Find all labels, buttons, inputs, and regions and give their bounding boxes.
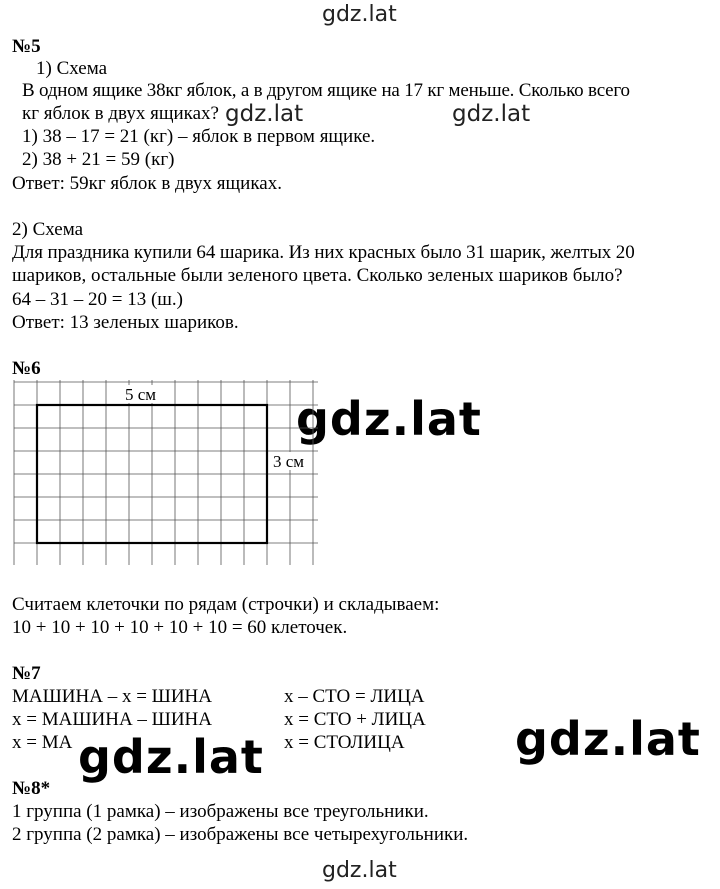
task5-part2-answer: Ответ: 13 зеленых шариков.: [12, 312, 239, 333]
task8-line2: 2 группа (2 рамка) – изображены все четырехугольники.: [12, 824, 469, 845]
task5-part2-calc: 64 – 31 – 20 = 13 (ш.): [12, 289, 183, 310]
task5-part2-label: 2) Схема: [12, 219, 84, 240]
task7-heading: №7: [12, 663, 41, 684]
width-label: 5 см: [125, 385, 157, 404]
task6-heading: №6: [12, 358, 41, 379]
task7-left-line3: х = МА: [12, 732, 73, 753]
height-label: 3 см: [273, 452, 305, 471]
task6-text-line1: Считаем клеточки по рядам (строчки) и складываем:: [12, 594, 440, 615]
task5-part1-step2: 2) 38 + 21 = 59 (кг): [22, 149, 175, 170]
watermark-large-1: gdz.lat: [296, 392, 482, 446]
task8-heading: №8*: [12, 778, 51, 799]
task5-part1-step1: 1) 38 – 17 = 21 (кг) – яблок в первом ящике.: [22, 126, 376, 147]
task5-part1-problem-line1: В одном ящике 38кг яблок, а в другом ящике на 17 кг меньше. Сколько всего: [22, 80, 630, 101]
task8-line1: 1 группа (1 рамка) – изображены все треугольники.: [12, 801, 429, 822]
watermark-inline-2: gdz.lat: [452, 101, 531, 127]
watermark-top: gdz.lat: [322, 2, 397, 27]
grid-lines: [14, 380, 318, 565]
watermark-large-3: gdz.lat: [78, 730, 264, 784]
task5-part2-problem-line1: Для праздника купили 64 шарика. Из них красных было 31 шарик, желтых 20: [12, 242, 635, 263]
task7-right-line1: х – СТО = ЛИЦА: [284, 686, 425, 707]
task7-right-line2: х = СТО + ЛИЦА: [284, 709, 426, 730]
task7-right-line3: х = СТОЛИЦА: [284, 732, 405, 753]
task7-left-line2: х = МАШИНА – ШИНА: [12, 709, 212, 730]
task7-left-line1: МАШИНА – х = ШИНА: [12, 686, 212, 707]
task5-part2-problem-line2: шариков, остальные были зеленого цвета. Сколько зеленых шариков было?: [12, 265, 623, 286]
task6-text-line2: 10 + 10 + 10 + 10 + 10 + 10 = 60 клеточек.: [12, 617, 348, 638]
watermark-bottom: gdz.lat: [322, 858, 397, 883]
task5-part1-problem-line2: кг яблок в двух ящиках?: [22, 103, 219, 124]
task5-part1-label: 1) Схема: [36, 58, 108, 79]
task5-heading: №5: [12, 36, 41, 57]
watermark-large-2: gdz.lat: [515, 712, 701, 766]
watermark-inline-1: gdz.lat: [225, 101, 304, 127]
task5-part1-answer: Ответ: 59кг яблок в двух ящиках.: [12, 173, 282, 194]
